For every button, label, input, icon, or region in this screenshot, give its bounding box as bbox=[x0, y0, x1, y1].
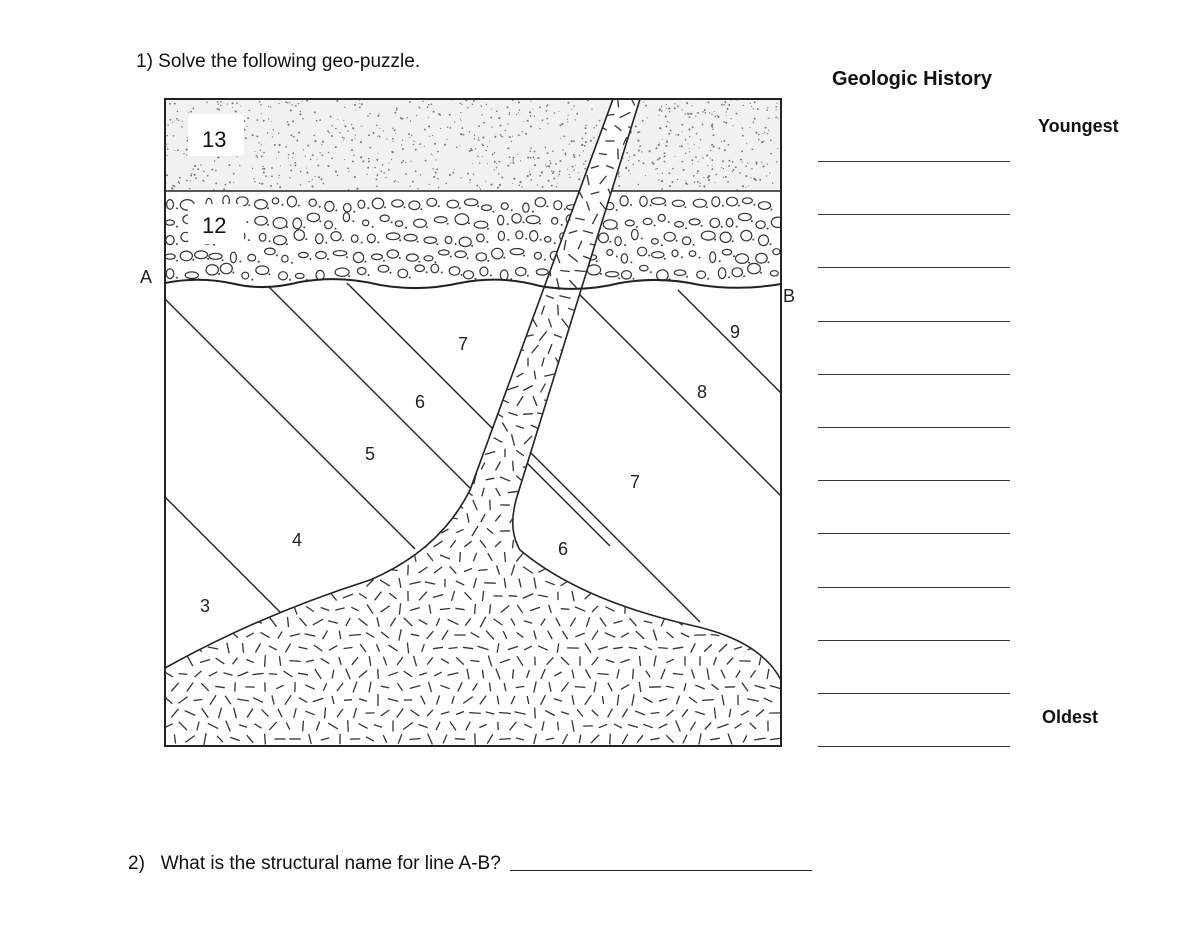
history-answer-line[interactable] bbox=[818, 427, 1010, 428]
history-answer-line[interactable] bbox=[818, 267, 1010, 268]
history-answer-line[interactable] bbox=[818, 693, 1010, 694]
layer-label-9: 9 bbox=[730, 322, 741, 342]
history-answer-line[interactable] bbox=[818, 374, 1010, 375]
question-2-text: What is the structural name for line A-B? bbox=[160, 853, 501, 874]
point-label-a: A bbox=[140, 267, 153, 287]
igneous-intrusion bbox=[162, 96, 781, 746]
layer-12-conglomerate bbox=[165, 196, 786, 281]
history-answer-line[interactable] bbox=[818, 533, 1010, 534]
history-answer-line[interactable] bbox=[818, 587, 1010, 588]
question-2-number: 2) bbox=[128, 853, 145, 874]
history-answer-line[interactable] bbox=[818, 161, 1010, 162]
history-answer-line[interactable] bbox=[818, 746, 1010, 747]
layer-label-3: 3 bbox=[200, 596, 211, 616]
layer-label-5: 5 bbox=[365, 444, 376, 464]
layer-label-7-upper: 7 bbox=[458, 334, 469, 354]
point-label-b: B bbox=[783, 286, 796, 306]
layer-label-6-lower: 6 bbox=[558, 539, 569, 559]
question-2 bbox=[128, 852, 812, 875]
oldest-label: Oldest bbox=[1042, 707, 1099, 727]
layer-label-6-upper: 6 bbox=[415, 392, 426, 412]
geologic-history-title: Geologic History bbox=[832, 68, 993, 90]
history-answer-line[interactable] bbox=[818, 321, 1010, 322]
question-2-answer-blank[interactable] bbox=[510, 852, 812, 871]
geo-puzzle-diagram bbox=[140, 90, 800, 760]
layer-label-13: 13 bbox=[202, 127, 227, 152]
layer-label-12: 12 bbox=[202, 213, 227, 238]
question-1-text: 1) Solve the following geo-puzzle. bbox=[136, 51, 421, 72]
layer-label-4: 4 bbox=[292, 530, 303, 550]
layer-label-7-lower: 7 bbox=[630, 472, 641, 492]
youngest-label: Youngest bbox=[1038, 116, 1119, 136]
history-answer-line[interactable] bbox=[818, 640, 1010, 641]
history-answer-line[interactable] bbox=[818, 214, 1010, 215]
unconformity-line-a-b bbox=[165, 279, 781, 289]
layer-13-sandstone bbox=[165, 99, 781, 191]
layer-label-8: 8 bbox=[697, 382, 708, 402]
history-answer-line[interactable] bbox=[818, 480, 1010, 481]
